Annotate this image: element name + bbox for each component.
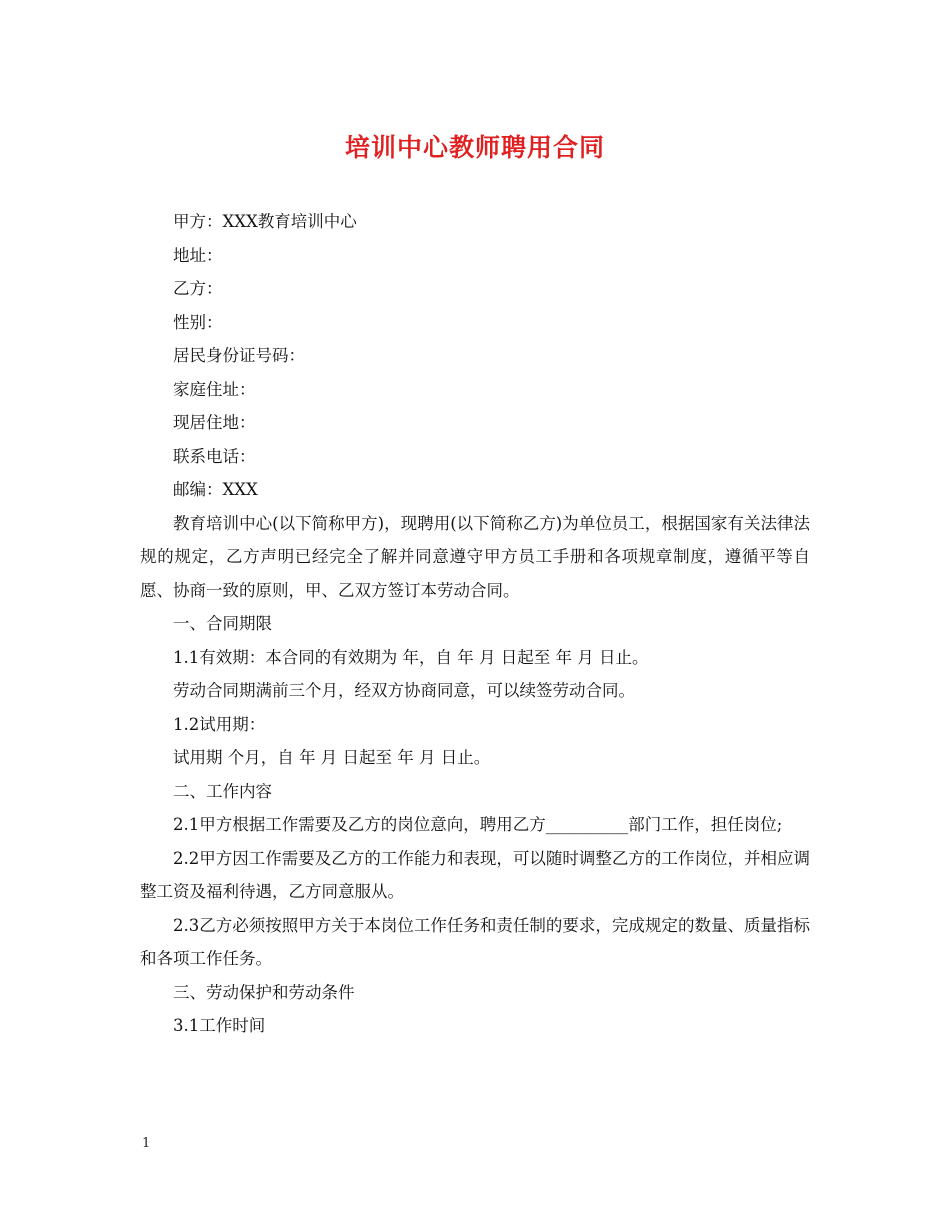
- clause-2-3: 2.3乙方必须按照甲方关于本岗位工作任务和责任制的要求，完成规定的数量、质量指标和各项工作任务。: [140, 915, 810, 968]
- probation-paragraph: 试用期 个月，自 年 月 日起至 年 月 日止。: [173, 748, 491, 767]
- preamble-paragraph: 教育培训中心(以下简称甲方)，现聘用(以下简称乙方)为单位员工，根据国家有关法律法规的规定，乙方声明已经完全了解并同意遵守甲方员工手册和各项规章制度，遵循平等自愿、协商一致的原则，甲、乙双方签订本劳动合同。: [140, 513, 810, 600]
- section-heading-labor-protection: 三、劳动保护和劳动条件: [173, 982, 355, 1002]
- clause-3-1: 3.1工作时间: [173, 1016, 266, 1035]
- clause-2-2: 2.2甲方因工作需要及乙方的工作能力和表现，可以随时调整乙方的工作岗位，并相应调整工资及福利待遇，乙方同意服从。: [140, 848, 810, 901]
- phone-line: 联系电话：: [173, 446, 256, 466]
- postcode-line: 邮编：XXX: [173, 480, 258, 499]
- clause-1-2: 1.2试用期：: [173, 714, 266, 734]
- party-b-line: 乙方：: [173, 279, 223, 298]
- renewal-paragraph: 劳动合同期满前三个月，经双方协商同意，可以续签劳动合同。: [173, 681, 635, 700]
- clause-1-1: 1.1有效期：本合同的有效期为 年，自 年 月 日起至 年 月 日止。: [173, 647, 649, 667]
- clause-2-1: 2.1甲方根据工作需要及乙方的岗位意向，聘用乙方__________部门工作，担任岗位;: [173, 815, 783, 834]
- page-number: 1: [142, 1136, 151, 1151]
- section-heading-work-content: 二、工作内容: [173, 781, 272, 801]
- document-title: 培训中心教师聘用合同: [344, 133, 605, 162]
- section-heading-contract-term: 一、合同期限: [173, 614, 272, 633]
- current-residence-line: 现居住地：: [173, 413, 256, 432]
- gender-line: 性别：: [173, 312, 223, 332]
- id-number-line: 居民身份证号码：: [173, 346, 305, 365]
- document-body: [140, 205, 810, 1043]
- home-address-line: 家庭住址：: [173, 379, 256, 399]
- address-line: 地址：: [173, 245, 223, 265]
- party-a-line: 甲方：XXX教育培训中心: [173, 212, 357, 231]
